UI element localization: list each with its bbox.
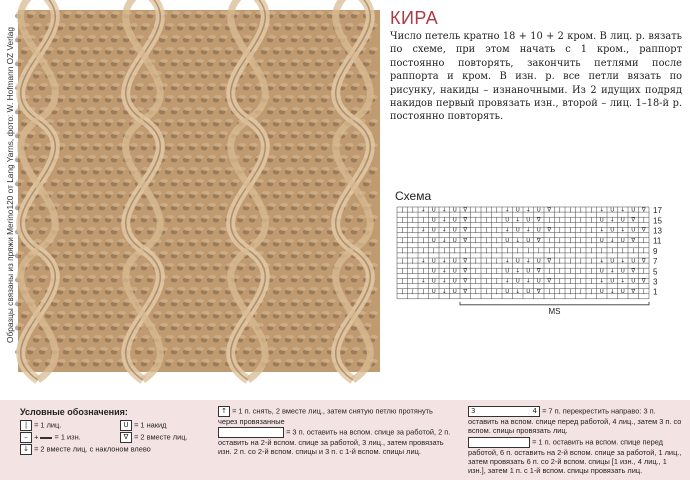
chart-cell-symbol: ∇ (463, 258, 468, 265)
schema-title: Схема (395, 189, 432, 203)
chart-cell-symbol: | (401, 217, 404, 224)
chart-cell-symbol: | (401, 288, 404, 295)
chart-cell-symbol: ∇ (463, 227, 468, 234)
chart-cell-symbol: | (411, 248, 414, 255)
chart-cell-symbol: ∇ (641, 207, 646, 214)
chart-cell-symbol: | (401, 248, 404, 255)
chart-cell-symbol: U (631, 258, 636, 265)
chart-cell-symbol: | (453, 248, 456, 255)
chart-cell-symbol: | (422, 217, 425, 224)
chart-cell-symbol: | (485, 248, 488, 255)
chart-cell-symbol: ↓ (441, 278, 447, 285)
chart-cell-symbol: U (431, 217, 436, 224)
chart-cell-symbol: | (558, 237, 561, 244)
chart-cell-symbol: ∇ (631, 217, 636, 224)
ssk-symbol: ↓ (20, 444, 32, 455)
chart-cell-symbol: | (548, 288, 551, 295)
chart-cell-symbol: ↓ (504, 258, 510, 265)
chart-cell-symbol: U (452, 258, 457, 265)
chart-cell-symbol: | (611, 248, 614, 255)
chart-cell-symbol: ↓ (420, 278, 426, 285)
chart-cell-symbol: | (590, 268, 593, 275)
chart-cell-symbol: | (579, 288, 582, 295)
chart-cell-symbol: ∇ (631, 268, 636, 275)
chart-cell-symbol: | (485, 217, 488, 224)
chart-cell-symbol: | (569, 217, 572, 224)
chart-cell-symbol: | (548, 217, 551, 224)
chart-cell-symbol: ∇ (463, 237, 468, 244)
chart-cell-symbol: U (431, 288, 436, 295)
chart-row-number: 17 (653, 206, 662, 216)
chart-cell-symbol: | (642, 288, 645, 295)
chart-cell-symbol: | (600, 248, 603, 255)
chart-cell-symbol: ↓ (525, 278, 531, 285)
chart-cell-symbol: ↓ (609, 217, 615, 224)
pattern-description: Число петель кратно 18 + 10 + 2 кром. В лиц. р. вязать по схеме, при этом начать с 1 кром., раппорт постоянно повторять, закончить петлями после раппорта и кром. В изн. р. все петли вязать по рисунку, накиды – изнаночными. Из 2 идущих подряд накидов первый провязать изн., второй – лиц. 1–18-й р. постоянно повторять. (390, 31, 682, 123)
chart-cell-symbol: ↓ (441, 268, 447, 275)
chart-cell-symbol: U (431, 227, 436, 234)
repeat-label: MS (548, 306, 561, 316)
chart-row-number: 13 (653, 226, 662, 236)
chart-cell-symbol: | (474, 237, 477, 244)
chart-cell-symbol: | (474, 278, 477, 285)
chart-cell-symbol: | (516, 248, 519, 255)
chart-cell-symbol: ↓ (620, 227, 626, 234)
chart-cell-symbol: U (610, 207, 615, 214)
chart-row-number: 5 (653, 267, 658, 277)
legend-cross3 (218, 427, 453, 456)
legend-yo-text: = 1 накид (134, 420, 167, 430)
chart-cell-symbol: | (432, 248, 435, 255)
chart-cell-symbol: ↓ (441, 217, 447, 224)
chart-cell-symbol: | (558, 268, 561, 275)
chart-cell-symbol: ∇ (631, 288, 636, 295)
chart-cell-symbol: U (526, 217, 531, 224)
chart-cell-symbol: | (464, 248, 467, 255)
chart-cell-symbol: | (495, 288, 498, 295)
chart-cell-symbol: ∇ (547, 207, 552, 214)
chart-cell-symbol: | (485, 258, 488, 265)
chart-cell-symbol: ∇ (463, 217, 468, 224)
chart-cell-symbol: U (515, 207, 520, 214)
chart-cell-symbol: | (401, 258, 404, 265)
chart-cell-symbol: | (495, 237, 498, 244)
chart-cell-symbol: U (431, 278, 436, 285)
chart-cell-symbol: ∇ (536, 237, 541, 244)
chart-cell-symbol: U (505, 288, 510, 295)
chart-cell-symbol: | (401, 207, 404, 214)
chart-cell-symbol: ∇ (547, 278, 552, 285)
chart-cell-symbol: U (610, 227, 615, 234)
chart-cell-symbol: ↓ (609, 237, 615, 244)
chart-cell-symbol: ↓ (504, 278, 510, 285)
legend-sk2p-text: = 1 п. снять, 2 вместе лиц., затем снятую петлю протянуть через провязанные (218, 406, 433, 426)
legend-heading: Условные обозначения: (20, 407, 128, 417)
purl-symbol-2 (40, 437, 52, 439)
chart-cell-symbol: | (411, 207, 414, 214)
chart-cell-symbol: | (590, 227, 593, 234)
chart-cell-symbol: | (569, 258, 572, 265)
chart-row-number: 15 (653, 216, 662, 226)
chart-cell-symbol: ∇ (641, 227, 646, 234)
chart-cell-symbol: | (537, 248, 540, 255)
chart-cell-symbol: | (558, 248, 561, 255)
chart-cell-symbol: ↓ (599, 227, 605, 234)
chart-row-number: 11 (653, 236, 662, 246)
chart-cell-symbol: U (452, 268, 457, 275)
chart-cell-symbol: | (411, 258, 414, 265)
chart-cell-symbol: U (431, 207, 436, 214)
chart-row-number: 7 (653, 257, 658, 267)
chart-cell-symbol: ∇ (641, 278, 646, 285)
chart-cell-symbol: | (621, 248, 624, 255)
chart-cell-symbol: | (590, 217, 593, 224)
chart-cell-symbol: U (599, 217, 604, 224)
chart-cell-symbol: U (536, 207, 541, 214)
chart-cell-symbol: U (515, 227, 520, 234)
chart-cell-symbol: | (474, 268, 477, 275)
chart-cell-symbol: ↓ (515, 237, 521, 244)
legend-purl: – + = 1 изн. (20, 432, 81, 443)
chart-cell-symbol: | (569, 207, 572, 214)
chart-cell-symbol: | (474, 288, 477, 295)
chart-cell-symbol: | (401, 278, 404, 285)
chart-cell-symbol: ↓ (441, 258, 447, 265)
chart-cell-symbol: U (631, 278, 636, 285)
chart-cell-symbol: U (452, 278, 457, 285)
chart-cell-symbol: U (452, 217, 457, 224)
chart-cell-symbol: U (515, 258, 520, 265)
chart-cell-symbol: U (536, 227, 541, 234)
chart-cell-symbol: ↓ (515, 268, 521, 275)
chart-cell-symbol: U (536, 258, 541, 265)
chart-cell-symbol: ↓ (525, 258, 531, 265)
knitting-chart (393, 205, 688, 316)
chart-cell-symbol: | (632, 248, 635, 255)
chart-cell-symbol: ↓ (620, 278, 626, 285)
chart-cell-symbol: | (411, 217, 414, 224)
legend-knit (20, 420, 61, 431)
chart-cell-symbol: ∇ (536, 288, 541, 295)
chart-cell-symbol: | (401, 237, 404, 244)
chart-cell-symbol: U (631, 227, 636, 234)
legend-cross-left-text: = 1 п. оставить на вспом. спице перед работой, 6 п. оставить на 2-й вспом. спице за работой, 1 лиц., затем провязать 6 п. со 2-й вспом. спицы [1 изн., 4 лиц., 1 изн.], затем 1 п. с 1-й вспом. спицы провязать лиц. (468, 437, 682, 476)
chart-row-number: 3 (653, 277, 658, 287)
chart-cell-symbol: U (452, 237, 457, 244)
chart-cell-symbol: | (411, 227, 414, 234)
chart-cell-symbol: | (422, 288, 425, 295)
purl-symbol: – (20, 432, 32, 443)
chart-cell-symbol: | (590, 237, 593, 244)
chart-cell-symbol: | (506, 248, 509, 255)
chart-cell-symbol: U (505, 268, 510, 275)
chart-cell-symbol: ↓ (620, 258, 626, 265)
chart-cell-symbol: ∇ (641, 258, 646, 265)
chart-cell-symbol: U (431, 237, 436, 244)
chart-cell-symbol: | (485, 207, 488, 214)
chart-cell-symbol: | (569, 288, 572, 295)
sk2p-symbol: ↑ (218, 406, 230, 417)
chart-cell-symbol: U (536, 278, 541, 285)
chart-cell-symbol: | (411, 268, 414, 275)
knit-symbol: | (20, 420, 32, 431)
chart-cell-symbol: U (452, 207, 457, 214)
chart-grid (393, 205, 688, 316)
chart-cell-symbol: U (452, 288, 457, 295)
chart-cell-symbol: | (558, 207, 561, 214)
chart-cell-symbol: ↓ (504, 207, 510, 214)
chart-cell-symbol: | (495, 278, 498, 285)
chart-cell-symbol: U (610, 278, 615, 285)
chart-cell-symbol: | (579, 258, 582, 265)
legend-cross7-text: = 7 п. перекрестить направо: 3 п. оставить на вспом. спице перед работой, 4 лиц., затем 3 п. со вспом. спицы провязать лиц. (468, 406, 682, 436)
chart-cell-symbol: | (485, 237, 488, 244)
chart-cell-symbol: ↓ (504, 227, 510, 234)
chart-cell-symbol: | (579, 207, 582, 214)
chart-cell-symbol: ↓ (441, 237, 447, 244)
chart-cell-symbol: ∇ (631, 237, 636, 244)
chart-cell-symbol: | (485, 227, 488, 234)
legend-ssk (20, 444, 151, 455)
chart-cell-symbol: | (485, 268, 488, 275)
chart-cell-symbol: | (558, 217, 561, 224)
chart-cell-symbol: | (474, 207, 477, 214)
chart-cell-symbol: | (401, 268, 404, 275)
chart-cell-symbol: ∇ (463, 268, 468, 275)
chart-cell-symbol: ↓ (441, 288, 447, 295)
legend-k2tog (120, 432, 188, 443)
chart-cell-symbol: | (590, 278, 593, 285)
chart-cell-symbol: | (579, 268, 582, 275)
photo-credit: Образцы связаны из пряжи Merino120 от Lang Yarns, фото: W. Hofmann OZ Verlag (5, 27, 15, 343)
legend-sk2p (218, 406, 453, 426)
chart-cell-symbol: | (569, 268, 572, 275)
chart-cell-symbol: U (620, 237, 625, 244)
chart-row-number: 1 (653, 287, 658, 297)
chart-cell-symbol: | (474, 248, 477, 255)
chart-cell-symbol: | (485, 278, 488, 285)
chart-cell-symbol: U (620, 288, 625, 295)
chart-cell-symbol: | (422, 248, 425, 255)
chart-cell-symbol: ∇ (536, 268, 541, 275)
chart-cell-symbol: | (495, 258, 498, 265)
chart-cell-symbol: | (642, 237, 645, 244)
chart-cell-symbol: ↓ (515, 217, 521, 224)
k2tog-symbol: ∇ (120, 432, 132, 443)
yo-symbol: U (120, 420, 132, 431)
chart-cell-symbol: ↓ (515, 288, 521, 295)
cross7-left-num: 3 (471, 407, 476, 415)
legend-yo (120, 420, 166, 431)
legend-purl-text: = 1 изн. (54, 432, 81, 442)
cross7-right-num: 4 (532, 407, 537, 415)
chart-cell-symbol: ↓ (599, 278, 605, 285)
chart-cell-symbol: ∇ (463, 278, 468, 285)
chart-cell-symbol: U (505, 237, 510, 244)
chart-cell-symbol: | (411, 278, 414, 285)
chart-cell-symbol: U (526, 237, 531, 244)
legend-panel (0, 400, 690, 480)
chart-cell-symbol: ↓ (525, 207, 531, 214)
chart-cell-symbol: ↓ (599, 207, 605, 214)
pattern-title: КИРА (390, 8, 439, 28)
chart-cell-symbol: ↓ (420, 258, 426, 265)
chart-cell-symbol: | (527, 248, 530, 255)
legend-cross3-text: = 3 п. оставить на вспом. спице за работой, 2 п. оставить на 2-й вспом. спице за работой, 3 лиц., затем провязать изн. 2 п. со 2-й вспом. спицы и 3 п. с 1-й вспом. спицы лиц. (218, 427, 451, 457)
chart-cell-symbol: | (558, 227, 561, 234)
chart-cell-symbol: ↓ (525, 227, 531, 234)
chart-cell-symbol: | (485, 288, 488, 295)
chart-cell-symbol: | (495, 227, 498, 234)
chart-cell-symbol: U (526, 288, 531, 295)
chart-cell-symbol: ∇ (536, 217, 541, 224)
chart-cell-symbol: | (642, 217, 645, 224)
chart-cell-symbol: | (569, 237, 572, 244)
chart-cell-symbol: U (431, 258, 436, 265)
chart-cell-symbol: ↓ (420, 227, 426, 234)
chart-cell-symbol: | (474, 217, 477, 224)
chart-cell-symbol: U (631, 207, 636, 214)
chart-cell-symbol: ↓ (599, 258, 605, 265)
chart-cell-symbol: | (590, 258, 593, 265)
chart-cell-symbol: | (422, 268, 425, 275)
legend-ssk-text: = 2 вместе лиц. с наклоном влево (34, 444, 151, 454)
chart-cell-symbol: | (579, 217, 582, 224)
chart-cell-symbol: ↓ (620, 207, 626, 214)
knitting-texture (18, 10, 380, 372)
chart-cell-symbol: | (590, 248, 593, 255)
chart-cell-symbol: | (558, 278, 561, 285)
cross-left-symbol (468, 437, 530, 448)
chart-cell-symbol: U (620, 268, 625, 275)
chart-cell-symbol: | (411, 288, 414, 295)
chart-cell-symbol: | (590, 207, 593, 214)
chart-cell-symbol: | (579, 237, 582, 244)
chart-cell-symbol: | (548, 248, 551, 255)
chart-cell-symbol: | (548, 237, 551, 244)
chart-cell-symbol: | (495, 207, 498, 214)
chart-cell-symbol: | (495, 217, 498, 224)
chart-cell-symbol: | (548, 268, 551, 275)
chart-cell-symbol: ∇ (547, 227, 552, 234)
chart-cell-symbol: U (610, 258, 615, 265)
cross7-symbol (468, 406, 540, 417)
chart-row-number: 9 (653, 246, 658, 256)
chart-cell-symbol: | (443, 248, 446, 255)
chart-cell-symbol: | (590, 288, 593, 295)
chart-cell-symbol: ↓ (441, 207, 447, 214)
cross3-symbol (218, 427, 284, 438)
chart-cell-symbol: | (474, 258, 477, 265)
chart-cell-symbol: | (642, 268, 645, 275)
legend-knit-text: = 1 лиц. (34, 420, 62, 430)
chart-cell-symbol: U (599, 288, 604, 295)
chart-cell-symbol: ↓ (441, 227, 447, 234)
chart-cell-symbol: U (526, 268, 531, 275)
chart-cell-symbol: | (579, 278, 582, 285)
knitting-sample-photo (18, 10, 380, 372)
legend-cross7 (468, 406, 686, 435)
chart-cell-symbol: U (515, 278, 520, 285)
chart-cell-symbol: U (620, 217, 625, 224)
chart-cell-symbol: ∇ (547, 258, 552, 265)
chart-cell-symbol: | (569, 227, 572, 234)
chart-cell-symbol: ∇ (463, 288, 468, 295)
chart-cell-symbol: U (431, 268, 436, 275)
chart-cell-symbol: U (505, 217, 510, 224)
chart-cell-symbol: | (579, 248, 582, 255)
chart-cell-symbol: | (569, 248, 572, 255)
chart-cell-symbol: U (452, 227, 457, 234)
chart-cell-symbol: ↓ (420, 207, 426, 214)
chart-cell-symbol: | (558, 288, 561, 295)
chart-cell-symbol: | (401, 227, 404, 234)
chart-cell-symbol: ∇ (463, 207, 468, 214)
chart-cell-symbol: | (558, 258, 561, 265)
chart-cell-symbol: | (579, 227, 582, 234)
chart-cell-symbol: ↓ (609, 268, 615, 275)
chart-cell-symbol: | (569, 278, 572, 285)
chart-cell-symbol: U (599, 268, 604, 275)
legend-cross-left (468, 437, 686, 476)
chart-cell-symbol: | (642, 248, 645, 255)
chart-cell-symbol: | (474, 227, 477, 234)
repeat-bracket (460, 302, 649, 305)
chart-cell-symbol: | (495, 268, 498, 275)
chart-cell-symbol: U (599, 237, 604, 244)
chart-cell-symbol: ↓ (609, 288, 615, 295)
chart-cell-symbol: | (495, 248, 498, 255)
chart-cell-symbol: | (411, 237, 414, 244)
legend-k2tog-text: = 2 вместе лиц. (134, 432, 188, 442)
chart-cell-symbol: | (422, 237, 425, 244)
